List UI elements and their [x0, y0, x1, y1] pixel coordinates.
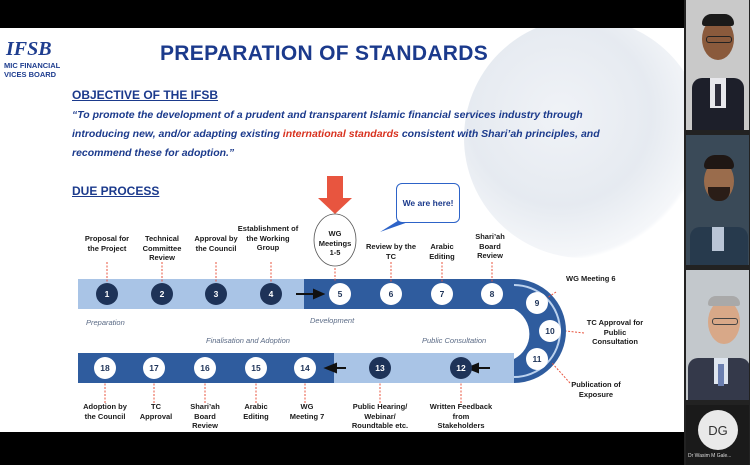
step-number-11: 11 [532, 354, 542, 364]
participants-panel [684, 0, 750, 465]
step-label-8: Shari’ah Board Review [475, 232, 505, 260]
participant-shirt [712, 227, 724, 251]
participant-hair [704, 155, 734, 169]
step-label-1: Proposal for the Project [84, 234, 130, 253]
step-label-15: Arabic Editing [243, 402, 269, 421]
logo-line-2: VICES BOARD [4, 70, 57, 79]
step-label-10: TC Approval for Public Consultation [586, 318, 644, 346]
participant-hair [702, 14, 734, 26]
due-process-heading: DUE PROCESS [72, 184, 160, 198]
step-number-1: 1 [104, 289, 110, 299]
step-label-14: WG Meeting 7 [289, 402, 325, 421]
step-label-16: Shari’ah Board Review [190, 402, 220, 430]
slide-title: PREPARATION OF STANDARDS [160, 42, 489, 65]
glasses-icon [712, 318, 738, 325]
step-number-17: 17 [149, 363, 159, 373]
participant-avatar: DG [698, 410, 738, 450]
participant-hair [708, 296, 740, 306]
step-label-9: WG Meeting 6 [566, 274, 616, 283]
step-number-9: 9 [534, 298, 540, 308]
step-label-18: Adoption by the Council [83, 402, 127, 421]
phase-preparation: Preparation [86, 318, 125, 327]
objective-text-start: “To promote the development of a prudent and transparent Islamic financial services industry through introducing new, and/or adapting existing [72, 109, 583, 140]
current-stage-arrow [318, 176, 352, 214]
step-number-2: 2 [159, 289, 165, 299]
step-number-3: 3 [213, 289, 219, 299]
step-label-6: Review by the TC [365, 242, 417, 261]
step-number-5: 5 [337, 289, 343, 299]
step-label-5: WG Meetings 1-5 [318, 229, 352, 257]
tie-icon [715, 84, 721, 106]
logo-mark: IFSB [6, 38, 52, 60]
participant-video-3[interactable] [686, 270, 749, 400]
participant-video-2[interactable] [686, 135, 749, 265]
step-number-4: 4 [268, 289, 274, 299]
step-number-12: 12 [456, 363, 466, 373]
step-number-10: 10 [545, 326, 555, 336]
objective-heading: OBJECTIVE OF THE IFSB [72, 88, 219, 102]
step-number-7: 7 [439, 289, 445, 299]
phase-finalisation: Finalisation and Adoption [206, 336, 290, 345]
step-number-13: 13 [375, 363, 385, 373]
logo-line-1: MIC FINANCIAL [4, 61, 61, 70]
glasses-icon [706, 36, 732, 43]
we-are-here-callout: We are here! [396, 183, 460, 223]
step-label-12: Written Feedback from Stakeholders [429, 402, 493, 430]
step-number-15: 15 [251, 363, 261, 373]
step-label-7: Arabic Editing [429, 242, 455, 261]
step-number-8: 8 [489, 289, 495, 299]
participant-beard [708, 187, 730, 201]
objective-text-end: consistent with Shari’ah principles, and recommend these for adoption.” [72, 128, 600, 159]
step-label-11: Publication of Exposure [571, 380, 621, 399]
tie-icon [718, 364, 724, 386]
step-number-14: 14 [300, 363, 310, 373]
phase-public-consultation: Public Consultation [422, 336, 487, 345]
participant-video-1[interactable] [686, 0, 749, 130]
step-number-16: 16 [200, 363, 210, 373]
step-number-6: 6 [388, 289, 394, 299]
participant-name: Dr Wasim M Gale... [688, 453, 732, 459]
phase-development: Development [310, 316, 355, 325]
step-label-2: Technical Committee Review [142, 234, 182, 262]
objective-highlight: international standards [282, 128, 399, 140]
step-label-3: Approval by the Council [194, 234, 238, 253]
step-label-17: TC Approval [139, 402, 173, 421]
step-number-18: 18 [100, 363, 110, 373]
step-label-13: Public Hearing/ Webinar/ Roundtable etc. [351, 402, 409, 430]
participant-tile-dg[interactable] [686, 405, 749, 465]
presentation-slide [0, 28, 684, 432]
step-label-4: Establishment of the Working Group [237, 224, 299, 252]
